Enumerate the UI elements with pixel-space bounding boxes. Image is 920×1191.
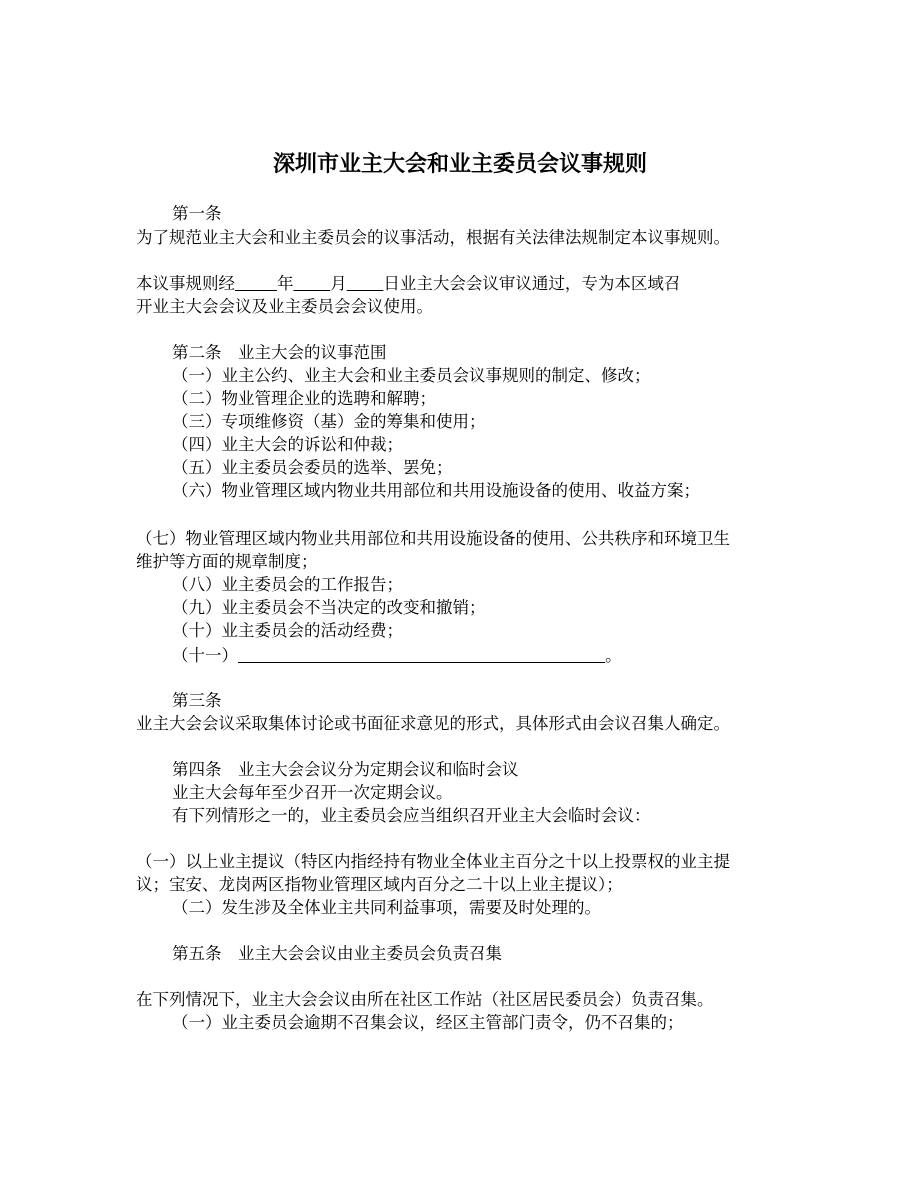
article-2-item: （十）业主委员会的活动经费；	[172, 621, 403, 640]
article-1-text: 为了规范业主大会和业主委员会的议事活动，根据有关法律法规制定本议事规则。	[136, 228, 730, 247]
article-2-item: （六）物业管理区域内物业共用部位和共用设施设备的使用、收益方案；	[172, 481, 700, 500]
item-11-end: 。	[605, 646, 622, 665]
article-2-item-7-line-2: 维护等方面的规章制度；	[136, 552, 318, 571]
month-label: 月	[330, 274, 347, 293]
article-1-paragraph-2-line-2: 开业主大会会议及业主委员会会议使用。	[136, 297, 433, 316]
year-blank	[235, 274, 277, 293]
article-4-heading: 第四条 业主大会会议分为定期会议和临时会议	[172, 760, 519, 779]
article-2-item: （九）业主委员会不当决定的改变和撤销；	[172, 598, 486, 617]
article-1-paragraph-2-line-1	[136, 273, 796, 295]
article-2-item: （五）业主委员会委员的选举、罢免；	[172, 458, 453, 477]
article-2-item-11	[172, 645, 832, 667]
article-2-item-7-line-1: （七）物业管理区域内物业共用部位和共用设施设备的使用、公共秩序和环境卫生	[136, 529, 730, 548]
item-11-blank	[238, 646, 605, 665]
article-2-item: （四）业主大会的诉讼和仲裁；	[172, 435, 403, 454]
day-label-rest: 日业主大会会议审议通过，专为本区域召	[383, 274, 681, 293]
article-4-item-1-line-1: （一）以上业主提议（特区内指经持有物业全体业主百分之十以上投票权的业主提	[136, 852, 730, 871]
article-4-item-2: （二）发生涉及全体业主共同利益事项，需要及时处理的。	[172, 898, 601, 917]
article-2-item: （一）业主公约、业主大会和业主委员会议事规则的制定、修改；	[172, 366, 651, 385]
approval-prefix: 本议事规则经	[136, 274, 235, 293]
article-4-line-2: 有下列情形之一的，业主委员会应当组织召开业主大会临时会议：	[172, 806, 651, 825]
day-blank	[347, 274, 384, 293]
article-1-heading: 第一条	[172, 204, 222, 223]
month-blank	[293, 274, 330, 293]
article-5-text: 在下列情况下，业主大会会议由所在社区工作站（社区居民委员会）负责召集。	[136, 990, 714, 1009]
year-label: 年	[276, 274, 294, 293]
document-title: 深圳市业主大会和业主委员会议事规则	[272, 151, 647, 177]
article-3-text: 业主大会会议采取集体讨论或书面征求意见的形式，具体形式由会议召集人确定。	[136, 714, 730, 733]
article-2-item: （二）物业管理企业的选聘和解聘；	[172, 389, 436, 408]
article-2-item: （八）业主委员会的工作报告；	[172, 575, 403, 594]
item-11-label: （十一）	[172, 646, 238, 665]
article-4-line-1: 业主大会每年至少召开一次定期会议。	[172, 783, 453, 802]
article-3-heading: 第三条	[172, 691, 222, 710]
article-2-heading: 第二条 业主大会的议事范围	[172, 343, 387, 362]
article-4-item-1-line-2: 议；宝安、龙岗两区指物业管理区域内百分之二十以上业主提议）；	[136, 875, 623, 894]
article-5-item-1: （一）业主委员会逾期不召集会议，经区主管部门责令，仍不召集的；	[172, 1013, 684, 1032]
article-5-heading: 第五条 业主大会会议由业主委员会负责召集	[172, 944, 502, 963]
article-2-item: （三）专项维修资（基）金的筹集和使用；	[172, 412, 486, 431]
